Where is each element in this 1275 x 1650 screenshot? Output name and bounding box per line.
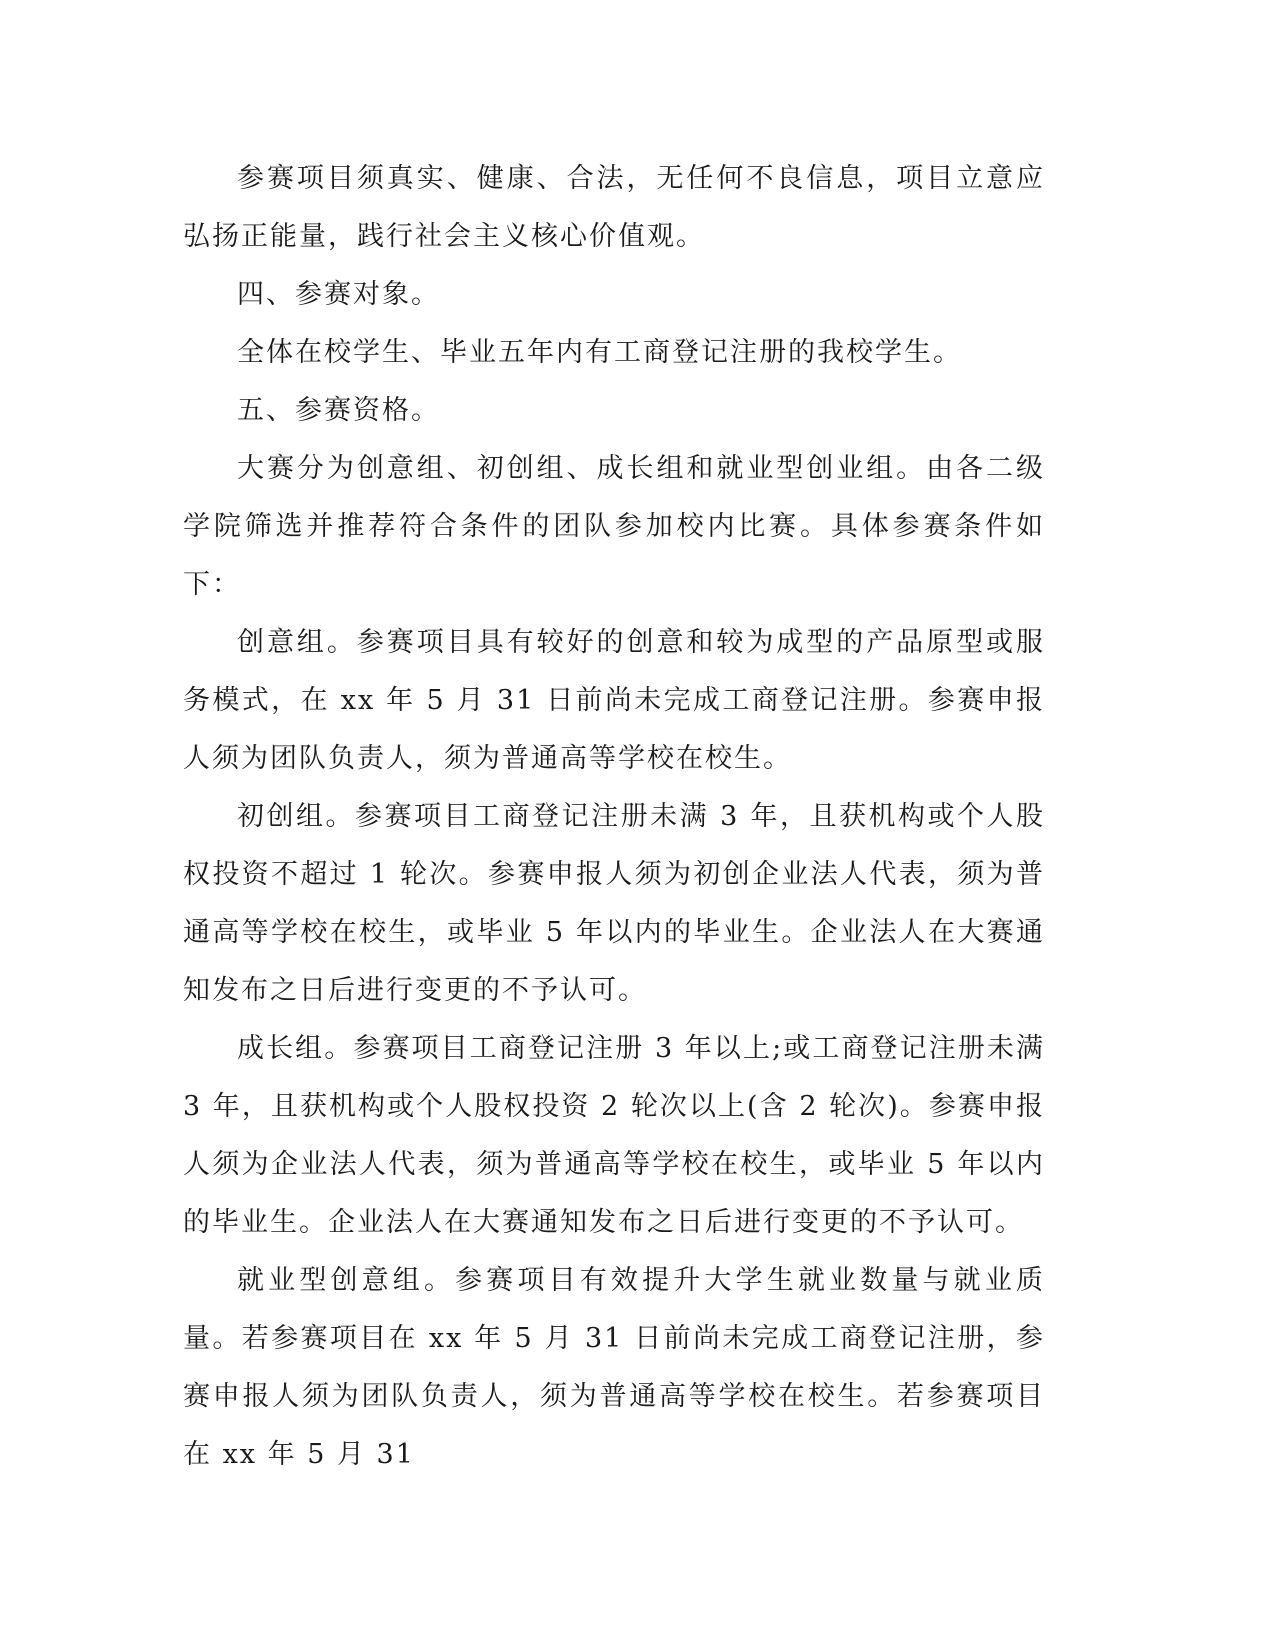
paragraph-employment-group: 就业型创意组。参赛项目有效提升大学生就业数量与就业质量。若参赛项目在 xx 年 5 月 31 日前尚未完成工商登记注册，参赛申报人须为团队负责人，须为普通高等学校在校生。若参赛项目在 xx 年 5 月 31 bbox=[183, 1265, 1045, 1470]
paragraph-startup-group: 初创组。参赛项目工商登记注册未满 3 年，且获机构或个人股权投资不超过 1 轮次。参赛申报人须为初创企业法人代表，须为普通高等学校在校生，或毕业 5 年以内的毕业生。企业法人在大赛通知发布之日后进行变更的不予认可。 bbox=[183, 801, 1045, 1006]
paragraph-participants: 全体在校学生、毕业五年内有工商登记注册的我校学生。 bbox=[237, 337, 962, 368]
paragraph-project-requirements: 参赛项目须真实、健康、合法，无任何不良信息，项目立意应弘扬正能量，践行社会主义核心价值观。 bbox=[183, 163, 1045, 252]
paragraph-creative-group: 创意组。参赛项目具有较好的创意和较为成型的产品原型或服务模式，在 xx 年 5 月 31 日前尚未完成工商登记注册。参赛申报人须为团队负责人，须为普通高等学校在校生。 bbox=[183, 627, 1045, 774]
paragraph-groups-overview: 大赛分为创意组、初创组、成长组和就业型创业组。由各二级学院筛选并推荐符合条件的团队参加校内比赛。具体参赛条件如下： bbox=[183, 453, 1045, 600]
paragraph-growth-group: 成长组。参赛项目工商登记注册 3 年以上;或工商登记注册未满 3 年，且获机构或个人股权投资 2 轮次以上(含 2 轮次)。参赛申报人须为企业法人代表，须为普通高等学校在校生，或毕业 5 年以内的毕业生。企业法人在大赛通知发布之日后进行变更的不予认可。 bbox=[183, 1033, 1045, 1238]
section-heading-participants: 四、参赛对象。 bbox=[237, 279, 440, 310]
document-body bbox=[183, 150, 1045, 1484]
section-heading-eligibility: 五、参赛资格。 bbox=[237, 395, 440, 426]
